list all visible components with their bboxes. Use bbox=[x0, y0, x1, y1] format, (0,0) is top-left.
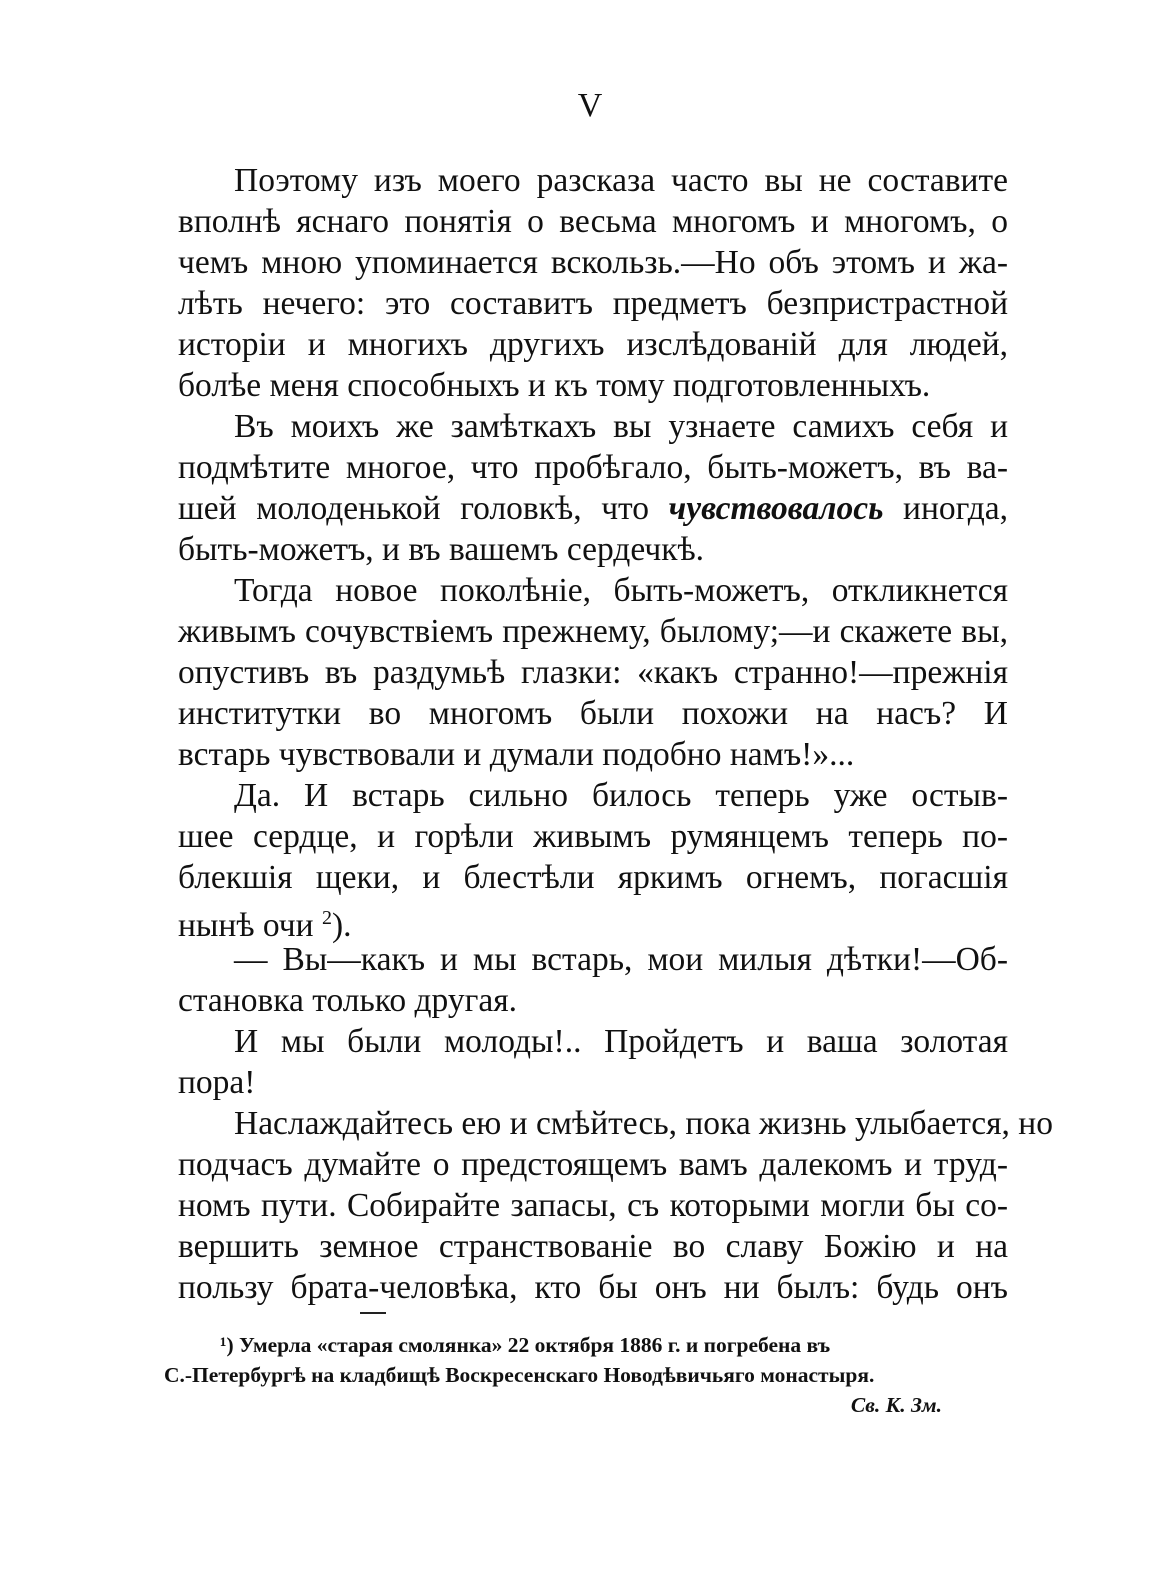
text-line: чемъ мною упоминается вскользь.—Но объ этомъ и жа- bbox=[178, 244, 1008, 281]
footnote-line: С.-Петербургѣ на кладбищѣ Воскресенскаго Новодѣвичьяго монастыря. bbox=[164, 1363, 875, 1387]
text-line: институтки во многомъ были похожи на насъ? И bbox=[178, 695, 1008, 732]
text-line: встарь чувствовали и думали подобно намъ!»... bbox=[178, 736, 855, 773]
text-line: пользу брата-человѣка, кто бы онъ ни былъ: будь онъ bbox=[178, 1269, 1008, 1306]
footnote-line bbox=[208, 1330, 1004, 1360]
text-fragment: нынѣ очи bbox=[178, 907, 314, 945]
text-line: Да. И встарь сильно билось теперь уже остыв- bbox=[234, 777, 1008, 814]
footnote-divider bbox=[360, 1312, 386, 1314]
text-line: Тогда новое поколѣніе, быть-можетъ, откликнется bbox=[234, 572, 1008, 609]
footnote bbox=[164, 1330, 1004, 1420]
text-line bbox=[178, 898, 1008, 945]
text-line: быть-можетъ, и въ вашемъ сердечкѣ. bbox=[178, 531, 705, 568]
footnote-text: Умерла «старая смолянка» 22 октября 1886 г. и погребена въ bbox=[238, 1333, 831, 1357]
text-line: вершить земное странствованіе во славу Божію и на bbox=[178, 1228, 1008, 1265]
text-line: пора! bbox=[178, 1064, 256, 1101]
text-line: И мы были молоды!.. Пройдетъ и ваша золотая bbox=[234, 1023, 1008, 1060]
text-line: подчасъ думайте о предстоящемъ вамъ далекомъ и труд- bbox=[178, 1146, 1008, 1183]
text-line: вполнѣ яснаго понятія о весьма многомъ и многомъ, о bbox=[178, 203, 1008, 240]
text-line: болѣе меня способныхъ и къ тому подготовленныхъ. bbox=[178, 367, 931, 404]
footnote-reference: 2 bbox=[321, 907, 332, 929]
text-line: Поэтому изъ моего разсказа часто вы не составите bbox=[234, 162, 1008, 199]
text-line: номъ пути. Собирайте запасы, съ которыми могли бы со- bbox=[178, 1187, 1008, 1224]
text-line: исторіи и многихъ другихъ изслѣдованій для людей, bbox=[178, 326, 1008, 363]
text-line: — Вы—какъ и мы встарь, мои милыя дѣтки!—Об- bbox=[234, 941, 1008, 978]
italic-word: чувствовалось bbox=[668, 490, 884, 527]
text-line bbox=[178, 488, 1008, 529]
text-line: блекшія щеки, и блестѣли яркимъ огнемъ, погасшія bbox=[178, 859, 1008, 896]
footnote-marker: ¹) bbox=[220, 1333, 234, 1357]
text-line: лѣть нечего: это составитъ предметъ безпристрастной bbox=[178, 285, 1008, 322]
text-line: Наслаждайтесь ею и смѣйтесь, пока жизнь улыбается, но bbox=[234, 1105, 1053, 1142]
body-text bbox=[178, 160, 1053, 1308]
text-line: становка только другая. bbox=[178, 982, 517, 1019]
text-fragment: ). bbox=[331, 907, 352, 945]
text-line: опустивъ въ раздумьѣ глазки: «какъ странно!—прежнія bbox=[178, 654, 1008, 691]
text-fragment: иногда, bbox=[903, 490, 1008, 527]
text-line: подмѣтите многое, что пробѣгало, быть-можетъ, въ ва- bbox=[178, 449, 1008, 486]
footnote-signature: Св. К. Зм. bbox=[850, 1393, 942, 1417]
text-line: шее сердце, и горѣли живымъ румянцемъ теперь по- bbox=[178, 818, 1008, 855]
text-fragment: шей молоденькой головкѣ, что bbox=[178, 490, 649, 527]
text-line: Въ моихъ же замѣткахъ вы узнаете самихъ себя и bbox=[234, 408, 1008, 445]
page-number: V bbox=[577, 87, 603, 124]
text-line: живымъ сочувствіемъ прежнему, былому;—и скажете вы, bbox=[178, 613, 1008, 650]
